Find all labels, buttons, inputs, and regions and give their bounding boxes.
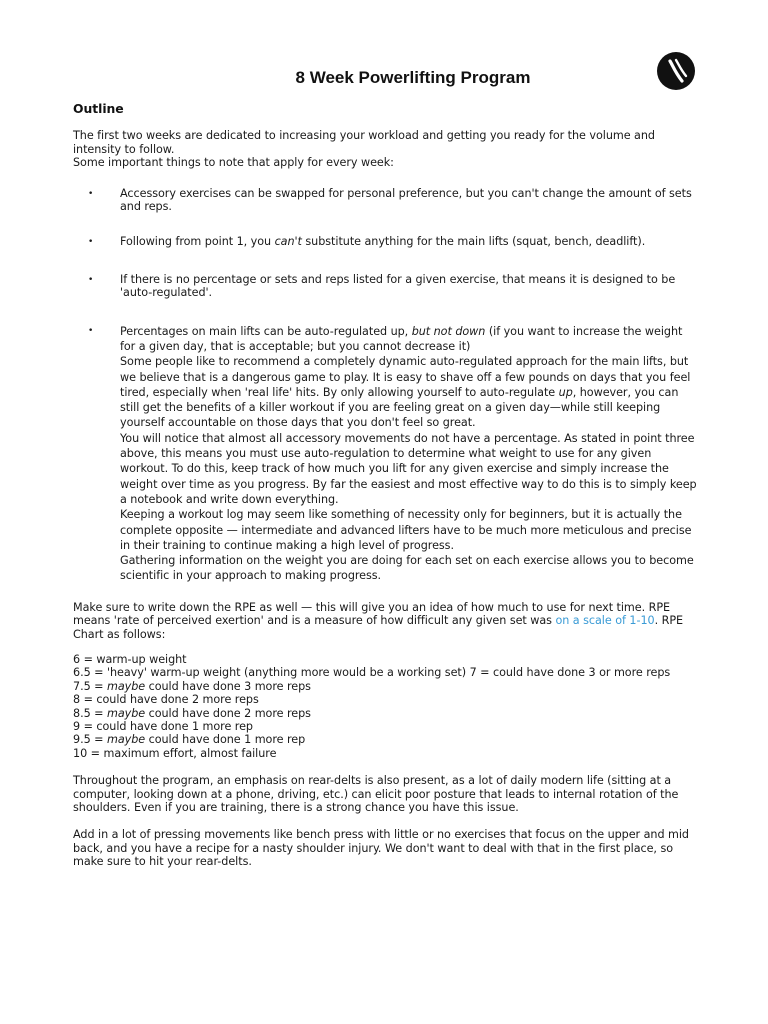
bullet-emphasis: but not down: [411, 324, 486, 338]
rpe-scale-link[interactable]: on a scale of 1-10: [555, 614, 655, 628]
bullet-subparagraph: Gathering information on the weight you are doing for each set on each exercise allows you to become scientific in your approach to making progress.: [120, 554, 694, 583]
list-item: [73, 324, 701, 584]
bullet-glyph: •: [88, 188, 94, 199]
bullet-glyph: •: [88, 325, 94, 336]
intro-section: [73, 129, 701, 169]
list-item: [73, 273, 701, 300]
outline-heading: Outline: [73, 101, 124, 116]
rpe-line: 8 = could have done 2 more reps: [73, 693, 259, 707]
bullet-text: Following from point 1, you: [120, 235, 275, 249]
bullet-text: If there is no percentage or sets and reps listed for a given exercise, that means it is designed to be 'auto-regulated'.: [120, 272, 676, 300]
rpe-chart: [73, 653, 701, 760]
bullet-emphasis: up: [558, 385, 573, 399]
bullet-text: Accessory exercises can be swapped for personal preference, but you can't change the amount of sets and reps.: [120, 186, 692, 214]
intro-paragraph: The first two weeks are dedicated to increasing your workload and getting you ready for the volume and intensity to follow.: [73, 129, 655, 156]
rpe-line: 6.5 = 'heavy' warm-up weight (anything more would be a working set) 7 = could have done 3 or more reps: [73, 666, 671, 680]
bullet-subparagraph: Some people like to recommend a completely dynamic auto-regulated approach for the main lifts, but we believe that is a dangerous game to play. It is easy to shave off a few pounds on days that you feel tired, especially when 'real life' hits. By only allowing yourself to auto-regulate up, however, you can still get the benefits of a killer workout if you are feeling great on a given day—while still keeping yourself accountable on those days that you don't feel so great.: [120, 355, 691, 430]
bullet-emphasis: can't: [274, 235, 302, 249]
rear-delts-paragraph: Throughout the program, an emphasis on rear-delts is also present, as a lot of daily modern life (sitting at a computer, looking down at a phone, driving, etc.) can elicit poor posture that leads to internal rotation of the shoulders. Even if you are training, there is a strong chance you have this issue.: [73, 774, 679, 814]
bullet-glyph: •: [88, 237, 94, 248]
rpe-line: 10 = maximum effort, almost failure: [73, 746, 277, 760]
bullet-glyph: •: [88, 274, 94, 285]
bullet-main-text: Percentages on main lifts can be auto-regulated up, but not down (if you want to increase the weight for a given day, that is acceptable; but you cannot decrease it): [120, 324, 683, 353]
page-title: 8 Week Powerlifting Program: [295, 68, 531, 87]
rpe-intro-paragraph: Make sure to write down the RPE as well — this will give you an idea of how much to use for next time. RPE means 'rate of perceived exertion' and is a measure of how difficult any given set was on a scale of 1-10. RPE Chart as follows:: [73, 600, 684, 641]
list-item: [73, 235, 701, 248]
bullet-subparagraph: Keeping a workout log may seem like something of necessity only for beginners, but it is actually the complete opposite — intermediate and advanced lifters have to be much more meticulous and precise in their training to continue making a high level of progress.: [120, 508, 692, 552]
document-body: [73, 102, 701, 883]
intro-note: Some important things to note that apply for every week:: [73, 156, 394, 170]
rpe-line: 8.5 = maybe could have done 2 more reps: [73, 706, 311, 720]
rpe-line: 6 = warm-up weight: [73, 652, 187, 666]
rpe-line: 9.5 = maybe could have done 1 more rep: [73, 733, 306, 747]
list-item: [73, 187, 701, 214]
bullet-subparagraph: You will notice that almost all accessory movements do not have a percentage. As stated in point three above, this means you must use auto-regulation to determine what weight to use for any given workout. To do this, keep track of how much you lift for any given exercise and simply increase the weight over time as you progress. By far the easiest and most effective way to do this is to simply keep a notebook and write down everything.: [120, 431, 697, 506]
rpe-line: 7.5 = maybe could have done 3 more reps: [73, 679, 311, 693]
rpe-line: 9 = could have done 1 more rep: [73, 719, 253, 733]
rules-list: [73, 187, 701, 584]
pressing-paragraph: Add in a lot of pressing movements like bench press with little or no exercises that focus on the upper and mid back, and you have a recipe for a nasty shoulder injury. We don't want to deal with that in the first place, so make sure to hit your rear-delts.: [73, 828, 689, 869]
bullet-text: substitute anything for the main lifts (squat, bench, deadlift).: [301, 235, 646, 249]
